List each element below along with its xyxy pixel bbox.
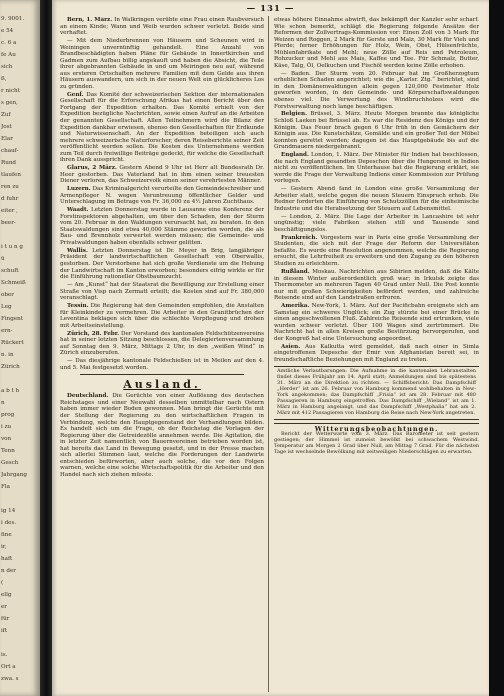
dateline: Tessin. <box>67 303 89 310</box>
spine-fragment: Ort a <box>1 664 16 670</box>
spine-fragment: d fuhr <box>1 196 19 202</box>
spine-fragment: ( <box>1 580 4 586</box>
article-paragraph <box>60 331 264 357</box>
spine-fragment: ellg <box>1 592 12 598</box>
article-paragraph <box>60 303 264 329</box>
article-text: In Walkringen verübte eine Frau einen Raubversuch an einem Kinde; Wann und Weib wurden schwer verletzt. Beide sind verhaftet. <box>60 17 264 37</box>
dateline: Amerika. <box>281 303 310 310</box>
spine-fragment: er <box>1 604 7 610</box>
article-paragraph <box>274 214 479 234</box>
left-column <box>60 17 264 693</box>
spine-fragment: ü <box>1 256 5 262</box>
article-text: Aus Kalkutta wird gemeldet, daß nach einer in Simla eingetroffenen Depesche der Emir von Afghanistan bereit sei, in freundschaftliche Beziehungen mit England zu treten. <box>274 343 479 363</box>
adjacent-page-edge <box>0 0 40 696</box>
article-paragraph <box>274 71 479 110</box>
article-text: Der Vorstand des kantonalen Feldschützenvereins hat in seiner letzten Sitzung beschlossen, die Delegiertenversammlung auf Sonntag den 9. März, Mittags 2 Uhr, in den „weißen Wind“ in Zürich einzuberufen. <box>60 330 264 357</box>
article-text: Vorgestern war in Paris eine große Versammlung der Studenten, die sich mit der Frage der Reform der Universitäten befaßte. Es wurde eine Resolution angenommen, welche die Regierung ersucht, die Lehrfreiheit zu erweitern und den Zugang zu den höheren Studien zu erleichtern. <box>274 234 479 268</box>
spine-fragment: sich <box>1 64 13 70</box>
scan-edge <box>489 0 504 696</box>
spine-fragment: Fla <box>1 484 11 490</box>
article-text: Gestern Abend 9 Uhr ist Herr alt Bundesrath Dr. Heer gestorben. Das Vaterland hat in ihm einen seiner treuesten Diener verloren, das Schweizervolk einen seiner verehrtesten Männer. <box>60 165 264 185</box>
article-paragraph <box>60 92 264 164</box>
dateline: Bern, 1. März. <box>67 17 113 23</box>
dateline: Rußland. <box>281 268 310 275</box>
spine-fragment: Rückert <box>1 340 24 346</box>
spine-fragment: Fingent <box>1 316 24 322</box>
article-paragraph <box>60 282 264 302</box>
weather-heading: Witterungsbeobachtungen. <box>274 423 479 433</box>
spine-fragment: ß, <box>1 76 7 82</box>
spine-fragment: von <box>1 436 12 442</box>
spine-fragment: fe Au <box>1 52 16 58</box>
dateline: England. <box>281 152 309 159</box>
spine-fragment: 9. 9001. <box>1 16 25 22</box>
article-text: etwas höhere Einnahme abwirft, das bekämpft der Kanzler sehr scharf. Wie schon bemerkt, schlägt die Regierung folgende Ansätze der Reformen der Zollvertrags-Kommission vor: Einen Zoll von 3 Mark für Weizen und Roggen, 2 Mark für Gerste und Malz, 30 Mark für Vieh und Pferde; ferner Erhöhungen für Holz, Wein, Obst, Hülsenfrüchte, Mühlenfabrikate und Mehl; neue Zölle auf Reis und Petroleum, Rohzucker und Mehl aus Mais, Kaffee und Tee. Für Schmalz, Butter, Käse, Talg, Öl, Oelkuchen und Fischöl werden keine Zölle erhoben. <box>274 17 479 69</box>
spine-fragment: ren zu <box>1 184 19 190</box>
article-text: Die Gerüchte von einer Auflösung des deutschen Reichstages und einer Neuwahl desselben unmittelbar nach Ostern haben immer wieder Boden gewonnen. Man bringt die Gerüchte mit der Stellung der Regierung zu den wirtschaftlichen Fragen in Verbindung, welche den Hauptgegenstand der Verhandlungen bilden. Es handelt sich um die Frage, ob der Reichstag die Vorlagen der Regierung über die Getreidezölle annehmen werde. Die Agitation, die in letzter Zeit namentlich von Bauernvereinen betrieben worden ist, hat bereits das Land in Bewegung gesetzt, und in der Presse machen sich allerlei Stimmen laut, welche die Forderungen der Landwirte entschieden befürworten, aber auch solche, die vor den Folgen warnen, welche eine solche Wirtschaftspolitik für die Arbeiter und den Handel nach sich ziehen müsste. <box>60 393 264 478</box>
spine-fragment: prog <box>1 412 15 418</box>
section-heading: Ausland. <box>123 378 201 392</box>
spine-fragment: Zürich <box>1 364 20 370</box>
article-text: Das Kriminalgericht verurteilte den Gemeindeschreiber und Armenpfleger N. wegen Veruntreuung öffentlicher Gelder und Unterschlagung im Betrage von Fr. 36,000 zu 4½ Jahren Zuchthaus. <box>60 186 264 206</box>
page-number: — 131 — <box>246 4 295 14</box>
dateline: Genf. <box>67 91 84 98</box>
spine-fragment: haft <box>1 556 13 562</box>
weather-report: Bericht der Wetterwarte vom 3. März. Das Barometer ist seit gestern gestiegen; der Himmel ist zumeist bewölkt bei schwachem Westwind. Temperatur am Morgen 2 Grad über Null, am Mittag 7 Grad. Für die nächsten Tage ist wechselnde Bewölkung mit zeitweiligen Niederschlägen zu erwarten. <box>274 431 479 455</box>
spine-fragment: tlaufen <box>1 172 21 178</box>
spine-fragment: eiter , <box>1 208 18 214</box>
article-paragraph <box>60 393 264 478</box>
book-gutter <box>40 0 52 696</box>
spine-fragment: chauf- <box>1 148 19 154</box>
spine-fragment: Leg <box>1 304 12 310</box>
spine-fragment: beer- <box>1 220 16 226</box>
dateline: Belgien. <box>281 111 308 118</box>
spine-fragment: für <box>1 616 10 622</box>
spine-fragment: ober <box>1 292 14 298</box>
article-paragraph <box>274 235 479 268</box>
spine-fragment: Jahrgang <box>1 472 27 478</box>
spine-fragment: zwa. s <box>1 676 19 682</box>
dateline: Zürich, 28. Febr. <box>67 330 120 337</box>
article-text: Letzten Donnerstag wurde in Lausanne eine Konferenz der Forstinspektoren abgehalten, um über den Schaden, den der Sturm vom 20. Februar in den Waldungen verursacht hat, zu beraten. In den Staatswaldungen sind etwa 40,000 Stämme geworfen worden, die als Bau- und Brennholz verwertet werden müssen; die Gemeinde- und Privatwaldungen haben ebenfalls schwer gelitten. <box>60 207 264 246</box>
spine-fragment: s gen, <box>1 100 18 106</box>
article-text: New-York, 1. März. Auf der Pacificbahn ereignete sich am Samstag ein schweres Unglück; ein Zug stürzte bei einer Brücke in einen angeschwollenen Fluß. Zahlreiche Reisende sind ertrunken, viele wurden schwer verletzt. Über 100 Wagen sind zertrümmert. Die Nachricht hat in allen Kreisen große Bestürzung hervorgerufen, und der Kongreß hat eine Untersuchung angeordnet. <box>274 303 479 342</box>
article-paragraph <box>274 152 479 185</box>
spine-fragment: Gesch <box>1 460 19 466</box>
spine-fragment: ern- <box>1 328 13 334</box>
spine-fragment: Rund <box>1 160 16 166</box>
article-paragraph <box>274 186 479 212</box>
article-paragraph <box>274 344 479 364</box>
article-paragraph <box>60 165 264 185</box>
article-paragraph <box>60 248 264 281</box>
article-paragraph <box>274 17 479 69</box>
spine-fragment: Jost <box>1 124 12 130</box>
spine-fragment: r nicht <box>1 88 20 94</box>
article-text: — Das diesjährige kantonale Feldschießen ist in Meilen auf den 4. und 5. Mai festgesetzt worden. <box>60 358 264 371</box>
article-paragraph <box>60 207 264 246</box>
article-text: — Am „Kunst“ hat der Staatsrat die Bewilligung zur Erstellung einer Straße von Visp nach Zermatt erteilt; die Kosten sind auf Fr. 380,000 veranschlagt. <box>60 282 264 302</box>
article-paragraph <box>274 111 479 150</box>
spine-fragment: a b t h <box>1 388 20 394</box>
article-paragraph <box>274 303 479 342</box>
article-text: Moskau. Nachrichten aus Sibirien melden, daß die Kälte in diesem Winter außerordentlich groß war; in Irkutsk zeigte das Thermometer an mehreren Tagen 40 Grad unter Null. Die Post konnte nur mit großen Schwierigkeiten befördert werden, und zahlreiche Reisende sind auf den Landstraßen erfroren. <box>274 268 479 302</box>
spine-fragment: Zuf <box>1 112 11 118</box>
article-text: Das Komité der schweizerischen Sektion der internationalen Gesellschaft für die Erforschung Afrikas hat einen Bericht über den Fortgang der Expedition erhalten. Das Komité erhielt von der Expedition bezügliche Nachrichten, sowie einen Aufruf an die Arbeiten der genannten Gesellschaft. Allen Teilnehmern wird die Bilanz der Expedition dankbar erwiesen, ebenso den Gesellschaften für Erdkunde und Naturwissenschaft. An der Expedition beteiligen sich auch mehrere schweizerische Naturforscher, deren Reiseberichte seiner Zeit veröffentlicht werden sollen. Die Kosten des Unternehmens werden zum Teil durch freiwillige Beiträge gedeckt, für welche die Gesellschaft ihren Dank ausspricht. <box>60 91 264 164</box>
dateline: Asien. <box>281 343 301 350</box>
article-text: Letzten Donnerstag ist Dr. Meyer in Brig, langjähriger Präsident der landwirtschaftlichen Gesellschaft von Oberwallis, gestorben. Der Verstorbene hat sich große Verdienste um die Hebung der Landwirtschaft im Kanton erworben; besonders eifrig wirkte er für die Einführung rationeller Obstbaumzucht. <box>60 247 264 281</box>
dateline: Luzern. <box>67 186 91 193</box>
spine-fragment: Tenn <box>1 448 15 454</box>
section-rule <box>80 374 244 375</box>
spine-fragment: ir, <box>1 544 7 550</box>
spine-fragment: schuft <box>1 268 19 274</box>
column-divider <box>268 16 269 692</box>
notice-box: Amtliche Verlautbarungen: Die Aufnahme in die kantonalen Lehranstalten findet dieses Frühjahr am 14. April statt; Anmeldungen sind bis spätestens 31. März an die Direktion zu richten. — Schiffsbericht: Das Dampfschiff „Herder“ ist am 26. Februar von Hamburg kommend wohlbehalten in New-York angekommen; das Dampfschiff „Frisia“ ist am 28. Februar mit 480 Passagieren in Hamburg eingetroffen. Das Dampfschiff „Wieland“ ist am 1. März in Hamburg angelangt, und das Dampfschiff „Westphalia“ hat am 2. März mit 412 Passagieren von Hamburg die Reise nach New-York angetreten. <box>274 366 479 419</box>
dateline: Glarus, 2 März. <box>67 165 117 172</box>
spine-fragment: fine <box>1 532 12 538</box>
dateline: Deutschland. <box>67 393 109 400</box>
article-paragraph <box>60 17 264 37</box>
spine-fragment: c. 6 a <box>1 40 17 46</box>
spine-fragment: Elar <box>1 136 13 142</box>
spine-fragment: i t u n g <box>1 244 23 250</box>
spine-fragment: ig 14 <box>1 508 16 514</box>
right-column <box>274 17 479 693</box>
newspaper-page <box>52 0 489 696</box>
spine-fragment: n. in <box>1 352 14 358</box>
spine-fragment: is. <box>1 652 8 658</box>
article-text: — Gestern Abend fand in London eine große Versammlung der Arbeiter statt, welche gegen die neuen Steuern Einspruch erhob. Die Redner forderten die Einführung von Schutzzöllen für die einheimische Industrie und die Herabsetzung der Steuern auf Lebensmittel. <box>274 186 479 212</box>
dateline: Wallis. <box>67 247 88 254</box>
spine-fragment: Schmeiß <box>1 280 26 286</box>
article-paragraph <box>60 358 264 371</box>
article-paragraph <box>274 269 479 302</box>
spine-fragment: ift <box>1 628 8 634</box>
article-paragraph <box>60 186 264 206</box>
article-paragraph <box>60 38 264 90</box>
article-text: — Mit dem Niederbrennen von Häusern und Scheunen wird in Weiningen unvernünftig gehandelt. Eine Anzahl von Brandbeschädigten haben Pläne für Gebäude in Innertkirchen und Gadmen zum Aufbau billig angekauft und haben die Absicht, die Teile ihrer abgebrannten Gebäude in und um Meiringen neu auf, während aus ersteren Ortschaften mehrere Familien mit dem Gelde aus ihren Häusern auswandern, um sich in der neuen Welt ein glücklicheres Los zu gründen. <box>60 38 264 90</box>
article-text: — Baden. Der Sturm vom 20. Februar hat im Großherzogtum erheblichen Schaden angerichtet; wie die „Karlsr. Ztg.“ berichtet, sind in den Domänenwaldungen allein gegen 120,000 Festmeter Holz geworfen worden, in den Gemeinde- und Körperschaftswaldungen ebenso viel. Die Verwertung des Windbruchholzes wird die Forstverwaltung noch lange beschäftigen. <box>274 70 479 110</box>
article-text: London, 1. März. Der Minister für Indien hat beschlossen, die nach England gesandten Depeschen über die Hungersnot in Indien nicht zu veröffentlichen. Im Unterhause hat die Regierung erklärt, sie werde die Frage der Verwaltung Indiens einer Kommission zur Prüfung vorlegen. <box>274 152 479 185</box>
article-text: — London, 2. März. Die Lage der Arbeiter in Lancashire ist sehr ungünstig; viele Fabriken stehen still und Tausende sind beschäftigungslos. <box>274 213 479 233</box>
dateline: Waadt. <box>67 207 89 214</box>
article-text: Die Regierung hat den Gemeinden empfohlen, die Anstalten für Kleinkinder zu vermehren. Die Arbeiter in den Granitbrüchen der Leventina beklagen sich über die schlechte Verpflegung und drohen mit Arbeitseinstellung. <box>60 303 264 329</box>
dateline: Frankreich. <box>281 234 318 241</box>
spine-fragment: i des. <box>1 520 17 526</box>
spine-fragment: e 54 <box>1 28 14 34</box>
spine-fragment: n <box>1 400 5 406</box>
spine-fragment: n der <box>1 568 16 574</box>
spine-fragment: i zu <box>1 424 12 430</box>
article-text: Brüssel, 3. März. Heute Morgen brannte das königliche Schloß Laeken bei Brüssel ab. Es war die Residenz des Königs und der Königin. Das Feuer brach gegen 6 Uhr früh in den Gemächern der Königin aus. Die Kunstschätze, Gemälde und ein großer Teil der Möbel konnten gerettet werden; dagegen ist das Hauptgebäude bis auf die Grundmauern niedergebrannt. <box>274 111 479 151</box>
